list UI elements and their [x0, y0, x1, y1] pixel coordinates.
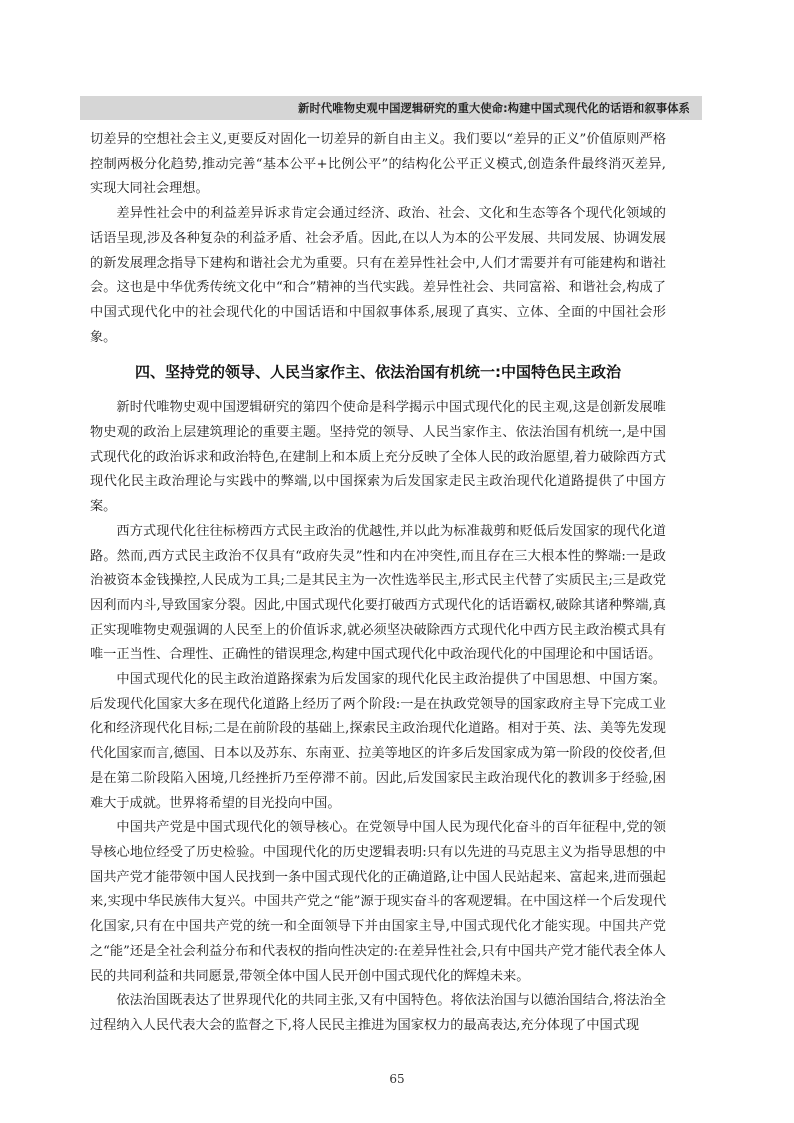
paragraph: 依法治国既表达了世界现代化的共同主张,又有中国特色。将依法治国与以德治国结合,将法治全过程纳入人民代表大会的监督之下,将人民民主推进为国家权力的最高表达,充分体现了中国式现: [90, 993, 666, 1033]
running-header: [80, 96, 702, 120]
section-heading: 四、坚持党的领导、人民当家作主、依法治国有机统一:中国特色民主政治: [134, 363, 621, 382]
page-number: 65: [389, 1072, 405, 1086]
paragraph: 差异性社会中的利益差异诉求肯定会通过经济、政治、社会、文化和生态等各个现代化领域的话语呈现,涉及各种复杂的利益矛盾、社会矛盾。因此,在以人为本的公平发展、共同发展、协调发展的新发展理念指导下建构和谐社会尤为重要。只有在差异性社会中,人们才需要并有可能建构和谐社会。这也是中华优秀传统文化中“和合”精神的当代实践。差异性社会、共同富裕、和谐社会,构成了中国式现代化中的社会现代化的中国话语和中国叙事体系,展现了真实、立体、全面的中国社会形象。: [90, 206, 666, 345]
article-body: [90, 128, 666, 1039]
paragraph: 切差异的空想社会主义,更要反对固化一切差异的新自由主义。我们要以“差异的正义”价值原则严格控制两极分化趋势,推动完善“基本公平+比例公平”的结构化公平正义模式,创造条件最终消灭差异,实现大同社会理想。: [90, 132, 666, 197]
paragraph: 中国共产党是中国式现代化的领导核心。在党领导中国人民为现代化奋斗的百年征程中,党的领导核心地位经受了历史检验。中国现代化的历史逻辑表明:只有以先进的马克思主义为指导思想的中国共产党才能带领中国人民找到一条中国式现代化的正确道路,让中国人民站起来、富起来,进而强起来,实现中华民族伟大复兴。中国共产党之“能”源于现实奋斗的客观逻辑。在中国这样一个后发现代化国家,只有在中国共产党的统一和全面领导下并由国家主导,中国式现代化才能实现。中国共产党之“能”还是全社会利益分布和代表权的指向性决定的:在差异性社会,只有中国共产党才能代表全体人民的共同利益和共同愿景,带领全体中国人民开创中国式现代化的辉煌未来。: [90, 820, 666, 984]
paragraph: 中国式现代化的民主政治道路探索为后发国家的现代化民主政治提供了中国思想、中国方案。后发现代化国家大多在现代化道路上经历了两个阶段:一是在执政党领导的国家政府主导下完成工业化和经济现代化目标;二是在前阶段的基础上,探索民主政治现代化道路。相对于英、法、美等先发现代化国家而言,德国、日本以及苏东、东南亚、拉美等地区的许多后发国家成为第一阶段的佼佼者,但是在第二阶段陷入困境,几经挫折乃至停滞不前。因此,后发国家民主政治现代化的教训多于经验,困难大于成就。世界将希望的目光投向中国。: [90, 672, 666, 811]
running-header-title: 新时代唯物史观中国逻辑研究的重大使命:构建中国式现代化的话语和叙事体系: [298, 102, 690, 115]
paragraph: 新时代唯物史观中国逻辑研究的第四个使命是科学揭示中国式现代化的民主观,这是创新发展唯物史观的政治上层建筑理论的重要主题。坚持党的领导、人民当家作主、依法治国有机统一,是中国式现代化的政治诉求和政治特色,在建制上和本质上充分反映了全体人民的政治愿望,着力破除西方式现代化民主政治理论与实践中的弊端,以中国探索为后发国家走民主政治现代化道路提供了中国方案。: [90, 400, 666, 515]
paragraph: 西方式现代化往往标榜西方式民主政治的优越性,并以此为标准裁剪和贬低后发国家的现代化道路。然而,西方式民主政治不仅具有“政府失灵”性和内在冲突性,而且存在三大根本性的弊端:一是政治被资本金钱操控,人民成为工具;二是其民主为一次性选举民主,形式民主代替了实质民主;三是政党因利而内斗,导致国家分裂。因此,中国式现代化要打破西方式现代化的话语霸权,破除其诸种弊端,真正实现唯物史观强调的人民至上的价值诉求,就必须坚决破除西方式现代化中西方民主政治模式具有唯一正当性、合理性、正确性的错误理念,构建中国式现代化中政治现代化的中国理论和中国话语。: [90, 523, 666, 663]
